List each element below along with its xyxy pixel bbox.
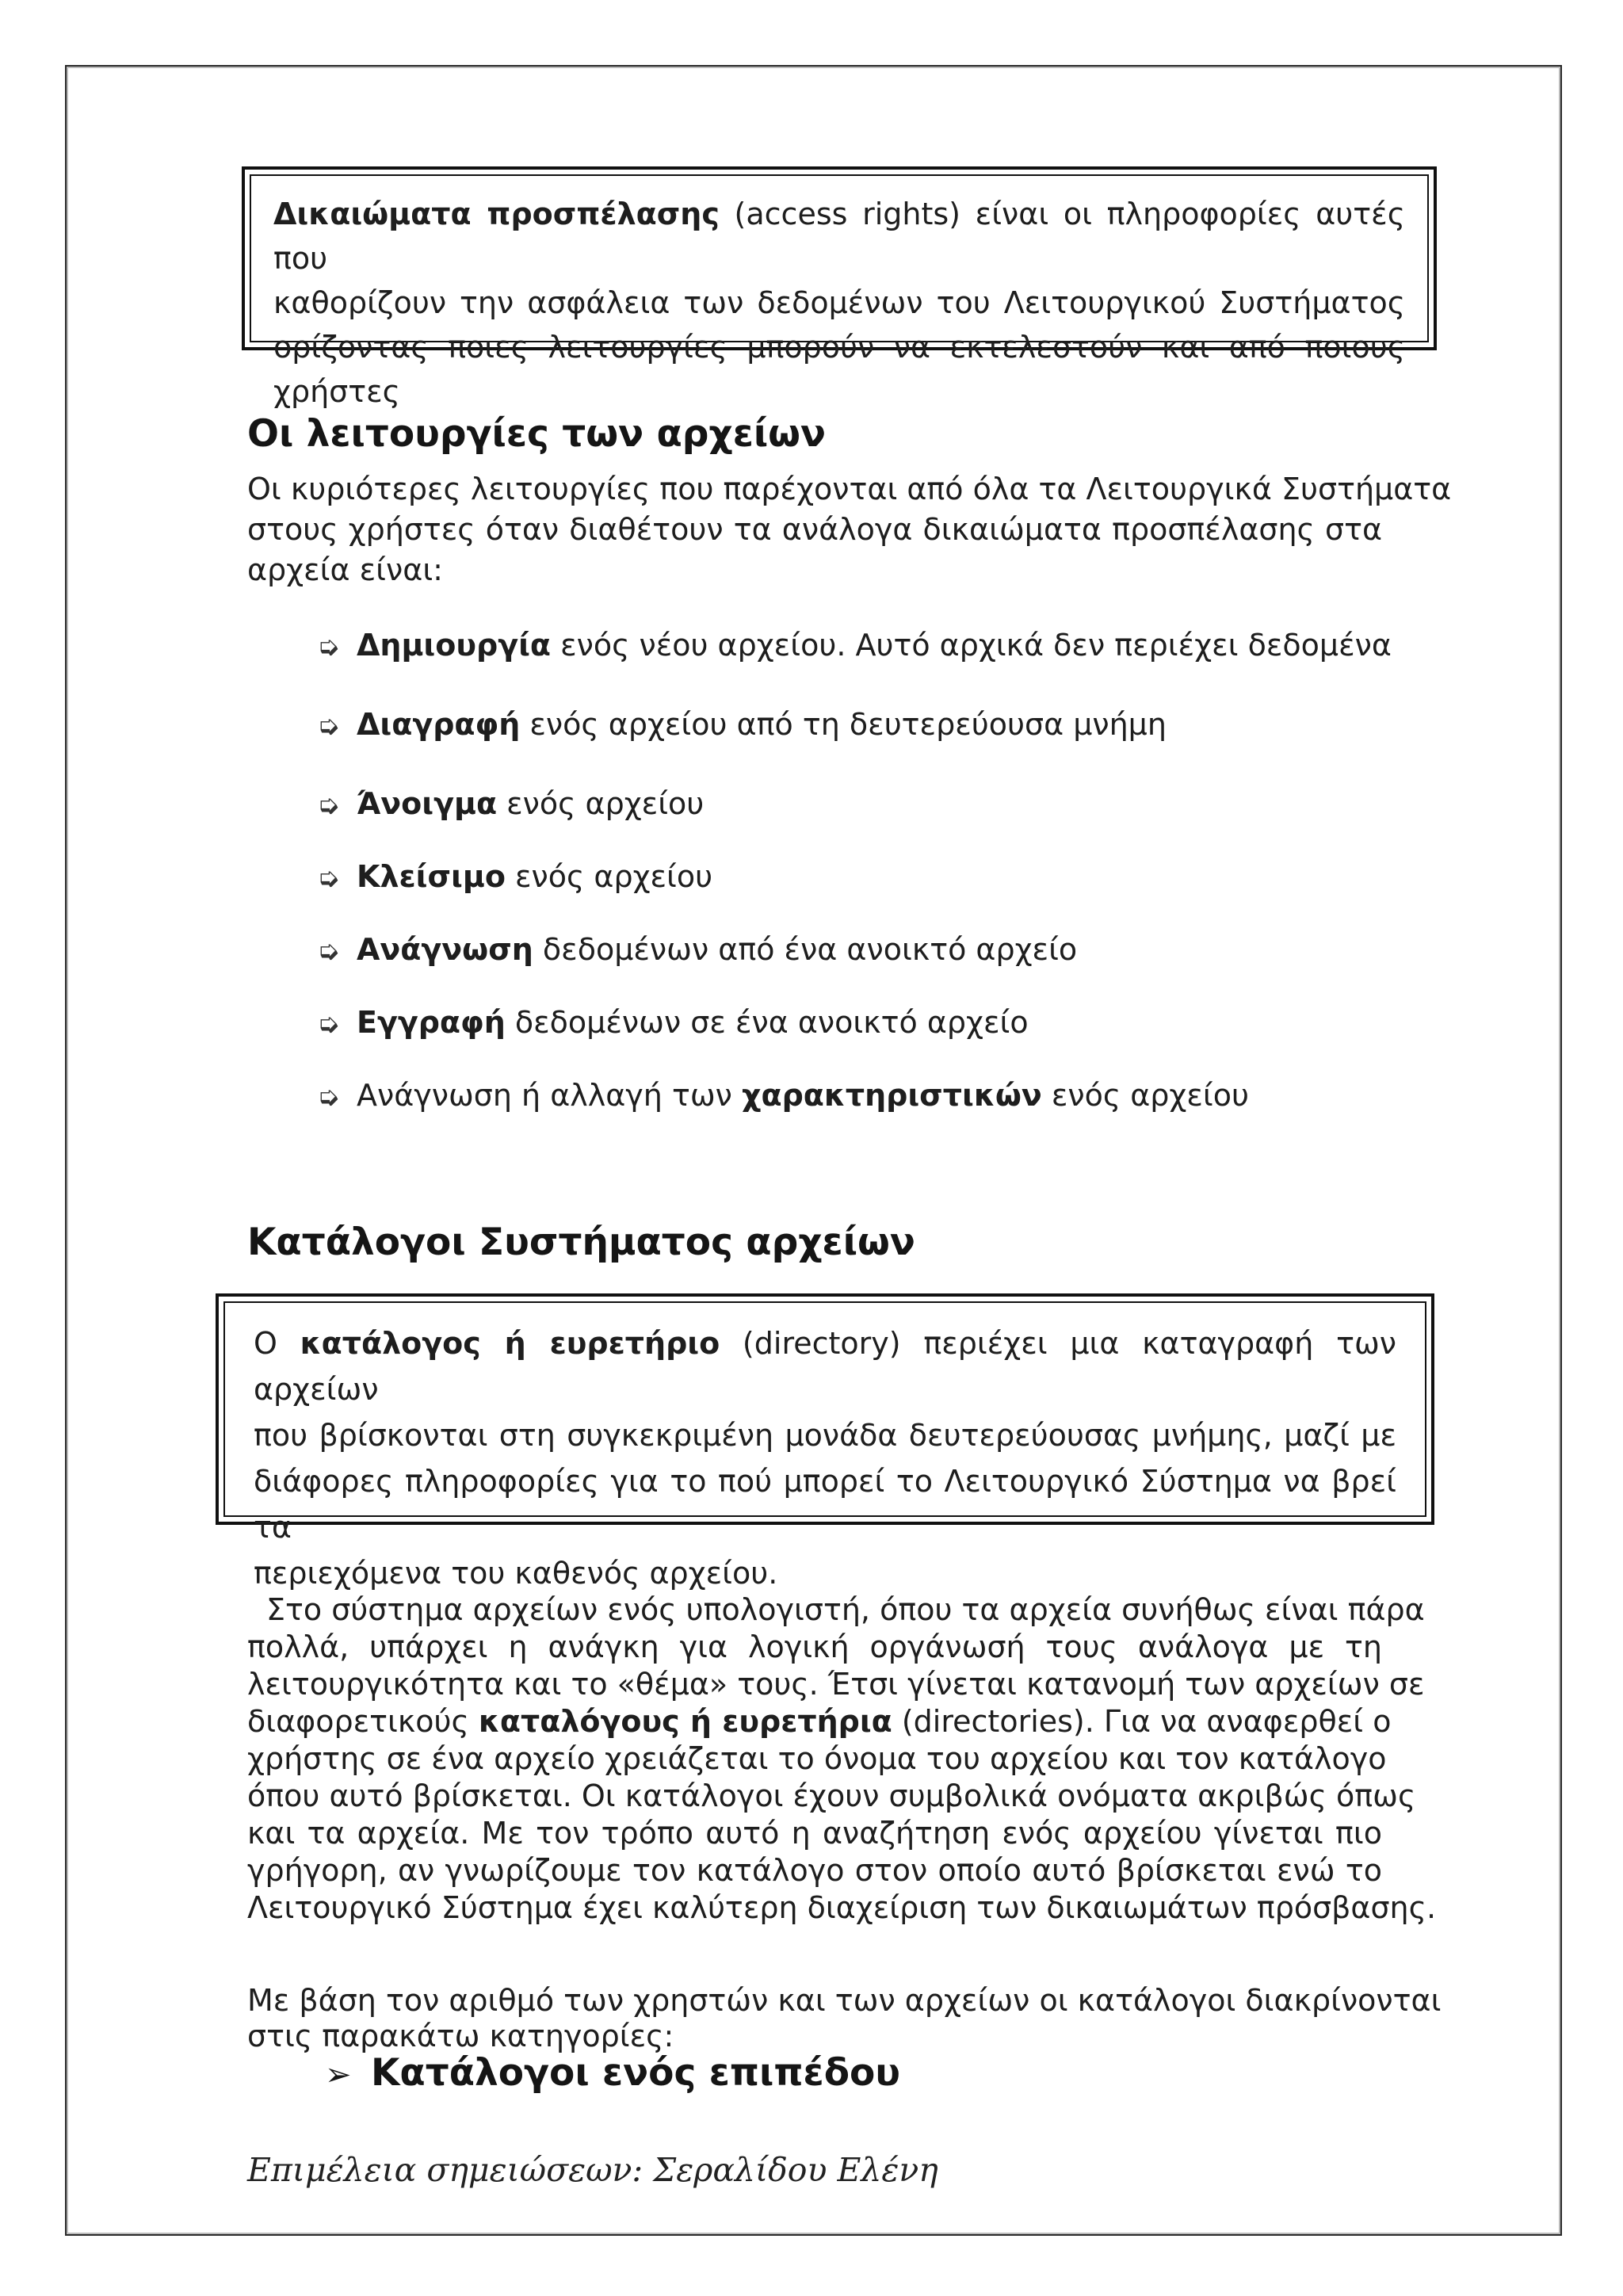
hand-arrow-icon: ➭: [317, 789, 340, 821]
categories-intro: Με βάση τον αριθμό των χρηστών και των αρχείων οι κατάλογοι διακρίνονται στις παρακάτω κατηγορίες:: [247, 1983, 1442, 2053]
directory-definition-text: Ο κατάλογος ή ευρετήριο (directory) περιέχει μια καταγραφή των αρχείων που βρίσκονται στη συγκεκριμένη μονάδα δευτερεύουσας μνήμης, μαζί με διάφορες πληροφορίες για το πού μπορεί το Λειτουργικό Σύστημα να βρεί τα περιεχόμενα του καθενός αρχείου.: [254, 1326, 1396, 1591]
access-rights-definition-box: [242, 166, 1437, 409]
hand-arrow-icon: ➭: [317, 1008, 340, 1040]
hand-arrow-icon: ➭: [317, 710, 340, 742]
directory-definition-box: [216, 1293, 1434, 1591]
hand-arrow-icon: ➭: [317, 1081, 340, 1113]
list-item: ➭ Κλείσιμο ενός αρχείου: [317, 859, 713, 894]
list-item: ➭ Διαγραφή ενός αρχείου από τη δευτερεύουσα μνήμη: [317, 707, 1167, 742]
directory-term: κατάλογος ή ευρετήριο: [300, 1326, 720, 1361]
access-rights-definition-text: Δικαιώματα προσπέλασης (access rights) είναι οι πληροφορίες αυτές που καθορίζουν την ασφάλεια των δεδομένων του Λειτουργικού Συστήματος ορίζοντας ποιες λειτουργίες μπορούν να εκτελεστούν και από ποιους χρήστες: [273, 197, 1405, 409]
subheading-single-level-directories: ➢ Κατάλογοι ενός επιπέδου: [325, 2051, 901, 2095]
list-item: ➭ Άνοιγμα ενός αρχείου: [317, 786, 705, 821]
list-item: ➭ Ανάγνωση δεδομένων από ένα ανοικτό αρχείο: [317, 932, 1078, 967]
hand-arrow-icon: ➭: [317, 935, 340, 967]
access-rights-term: Δικαιώματα προσπέλασης: [273, 197, 720, 231]
directories-paragraph: Στο σύστημα αρχείων ενός υπολογιστή, όπου τα αρχεία συνήθως είναι πάρα πολλά, υπάρχει η ανάγκη για λογική οργάνωσή τους ανάλογα με τη λειτουργικότητα και το «θέμα» τους. Έτσι γίνεται κατανομή των αρχείων σε διαφορετικούς καταλόγους ή ευρετήρια (directories). Για να αναφερθεί ο χρήστης σε ένα αρχείο χρειάζεται το όνομα του αρχείου και τον κατάλογο όπου αυτό βρίσκεται. Οι κατάλογοι έχουν συμβολικά ονόματα ακριβώς όπως και τα αρχεία. Με τον τρόπο αυτό η αναζήτηση ενός αρχείου γίνεται πιο γρήγορη, αν γνωρίζουμε τον κατάλογο στον οποίο αυτό βρίσκεται ενώ το Λειτουργικό Σύστημα έχει καλύτερη διαχείριση των δικαιωμάτων πρόσβασης.: [247, 1592, 1437, 1925]
footer-credits: Επιμέλεια σημειώσεων: Σεραλίδου Ελένη: [247, 2151, 938, 2189]
hand-arrow-icon: ➭: [317, 862, 340, 894]
file-operations-intro: Οι κυριότερες λειτουργίες που παρέχονται από όλα τα Λειτουργικά Συστήματα στους χρήστες όταν διαθέτουν τα ανάλογα δικαιώματα προσπέλασης στα αρχεία είναι:: [247, 472, 1452, 587]
list-item: ➭ Δημιουργία ενός νέου αρχείου. Αυτό αρχικά δεν περιέχει δεδομένα: [317, 628, 1392, 663]
hand-arrow-icon: ➭: [317, 631, 340, 663]
section-title-file-operations: Οι λειτουργίες των αρχείων: [247, 412, 827, 456]
section-title-directories: Κατάλογοι Συστήματος αρχείων: [247, 1221, 915, 1264]
list-item: ➭ Εγγραφή δεδομένων σε ένα ανοικτό αρχείο: [317, 1005, 1029, 1040]
arrowhead-bullet-icon: ➢: [325, 2057, 352, 2093]
list-item: ➭ Ανάγνωση ή αλλαγή των χαρακτηριστικών ενός αρχείου: [317, 1078, 1249, 1113]
